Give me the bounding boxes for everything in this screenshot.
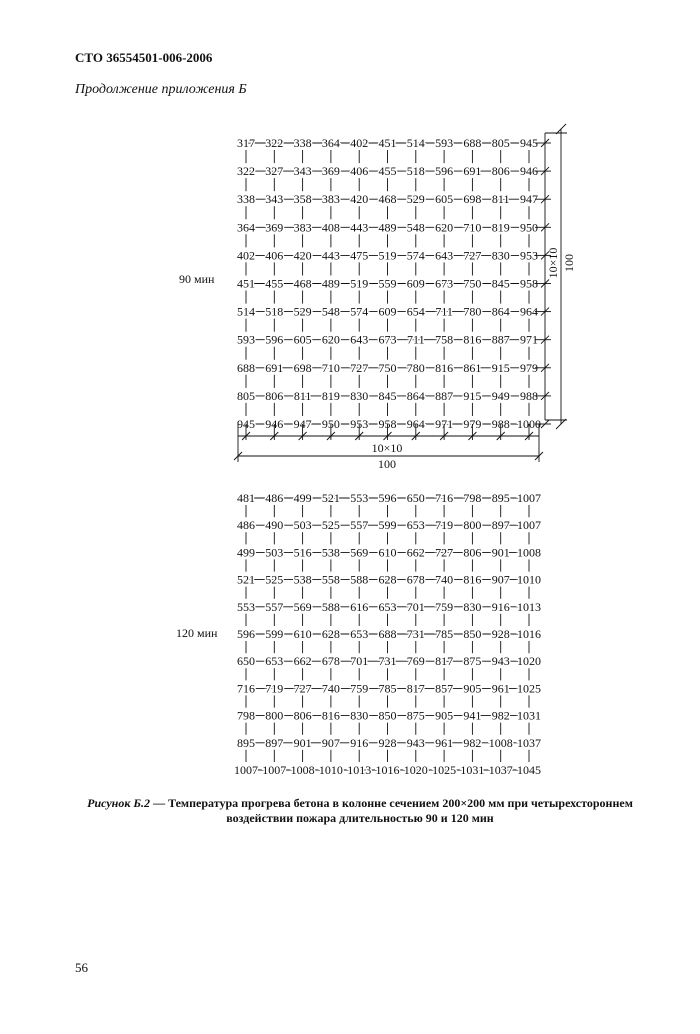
grid-90-temperature-value: 711 (435, 304, 453, 319)
grid-90-temperature-value: 710 (463, 220, 482, 235)
grid-90-temperature-value: 698 (293, 360, 312, 375)
grid-90-temperature-value: 988 (491, 417, 510, 431)
grid-90-temperature-value: 950 (520, 220, 538, 235)
grid-90-temperature-value: 529 (293, 304, 312, 319)
grid-120-temperature-value: 785 (435, 627, 454, 641)
document-code: СТО 36554501-006-2006 (75, 50, 213, 65)
grid-120-temperature-value: 830 (463, 599, 482, 614)
grid-90-temperature-value: 406 (350, 164, 369, 179)
grid-120-temperature-value: 521 (237, 572, 255, 587)
grid-90-temperature-value: 620 (321, 332, 340, 347)
grid-120-temperature-value: 553 (350, 491, 369, 505)
grid-120-temperature-value: 678 (321, 654, 340, 669)
grid-120-temperature-value: 653 (406, 518, 425, 533)
grid-120-temperature-value: 553 (237, 599, 255, 614)
grid-90-temperature-value: 596 (435, 164, 454, 179)
grid-120-temperature-value: 521 (321, 491, 340, 505)
figure-caption (80, 796, 640, 826)
grid-120-temperature-value: 1045 (517, 763, 541, 777)
grid-120-temperature-value: 759 (350, 681, 369, 696)
grid-120-temperature-value: 806 (463, 545, 482, 560)
grid-120-temperature-value: 982 (463, 735, 482, 750)
grid-90-temperature-value: 950 (321, 417, 340, 431)
grid-120-temperature-value: 1031 (517, 708, 541, 723)
grid-90-temperature-value: 548 (321, 304, 340, 319)
grid-120-temperature-value: 599 (378, 518, 397, 533)
grid-120-temperature-value: 817 (435, 654, 454, 669)
grid-120-temperature-value: 653 (378, 599, 397, 614)
grid-90-temperature-value: 750 (378, 360, 397, 375)
grid-90-temperature-value: 420 (350, 192, 369, 207)
grid-120-temperature-value: 557 (265, 599, 284, 614)
grid-90-temperature-value: 529 (406, 192, 425, 207)
grid-120-temperature-value: 731 (406, 627, 425, 641)
grid-90-temperature-value: 964 (520, 304, 538, 319)
grid-90-temperature-value: 947 (293, 417, 312, 431)
grid-120-temperature-value: 610 (293, 627, 312, 641)
grid-90-temperature-value: 343 (265, 192, 284, 207)
grid-90-temperature-value: 519 (350, 276, 369, 291)
grid-120-temperature-value: 1020 (517, 654, 541, 669)
grid-90-temperature-value: 574 (350, 304, 369, 319)
grid-90-temperature-value: 327 (265, 164, 284, 179)
grid-120-temperature-value: 1008 (488, 735, 513, 750)
grid-120-temperature-value: 701 (406, 599, 425, 614)
grid-90-temperature-value: 691 (463, 164, 482, 179)
grid-120-temperature-value: 806 (293, 708, 312, 723)
grid-120-temperature-value: 599 (265, 627, 284, 641)
grid-120-temperature-value: 961 (435, 735, 454, 750)
grid-90-temperature-value: 845 (491, 276, 510, 291)
grid-120-temperature-value: 850 (378, 708, 397, 723)
grid-120-temperature-value: 941 (463, 708, 482, 723)
grid-120-temperature-value: 1007 (262, 763, 287, 777)
grid-90-temperature-value: 830 (491, 248, 510, 263)
grid-120-temperature-value: 897 (491, 518, 510, 533)
grid-90-temperature-value: 750 (463, 276, 482, 291)
grid-90-temperature-value: 805 (491, 136, 510, 150)
grid-120-temperature-value: 740 (435, 572, 454, 587)
grid-90-temperature-value: 489 (321, 276, 340, 291)
grid-120-temperature-value: 688 (378, 627, 397, 641)
grid-90-temperature-value: 953 (350, 417, 369, 431)
grid-120-temperature-value: 716 (435, 491, 454, 505)
grid-90-temperature-value: 596 (265, 332, 284, 347)
grid-120-temperature-value: 499 (293, 491, 312, 505)
grid-120-temperature-value: 727 (293, 681, 312, 696)
grid-120-temperature-value: 486 (265, 491, 284, 505)
grid-90-temperature-value: 443 (350, 220, 369, 235)
grid-90-temperature-value: 964 (406, 417, 425, 431)
grid-120-temperature-value: 1031 (460, 763, 485, 777)
grid-120-temperature-value: 905 (435, 708, 454, 723)
grid-90-temperature-value: 643 (350, 332, 369, 347)
grid-120-temperature-value: 1016 (517, 627, 541, 641)
grid-120-temperature-value: 701 (350, 654, 369, 669)
grid-120-temperature-value: 481 (237, 491, 255, 505)
grid-90-temperature-value: 971 (520, 332, 538, 347)
grid-90-temperature-value: 468 (378, 192, 397, 207)
grid-90-temperature-value: 402 (350, 136, 369, 150)
grid-90-temperature-value: 864 (491, 304, 510, 319)
grid-90-temperature-value: 338 (293, 136, 312, 150)
grid-120-temperature-value: 628 (321, 627, 340, 641)
grid-90-temperature-value: 945 (520, 136, 538, 150)
grid-90-temperature-value: 518 (265, 304, 284, 319)
grid-120-temperature-value: 1020 (403, 763, 428, 777)
grid-120-temperature-value: 1037 (488, 763, 513, 777)
grid-90-temperature-value: 609 (378, 304, 397, 319)
grid-90-temperature-value: 864 (406, 388, 425, 403)
grid-90-temperature-value: 364 (237, 220, 255, 235)
grid-90-temperature-value: 819 (491, 220, 510, 235)
grid-120-temperature-value: 875 (406, 708, 425, 723)
grid-90-temperature-value: 673 (435, 276, 454, 291)
grid-120-temperature-value: 716 (237, 681, 255, 696)
grid-120-temperature-value: 596 (378, 491, 397, 505)
grid-120-temperature-value: 1008 (517, 545, 541, 560)
caption-dash: — (150, 796, 169, 810)
grid-120-temperature-value: 907 (321, 735, 340, 750)
grid-120-temperature-value: 486 (237, 518, 255, 533)
grid-120-temperature-value: 727 (435, 545, 454, 560)
grid-120-temperature-value: 875 (463, 654, 482, 669)
grid-90-temperature-value: 519 (378, 248, 397, 263)
grid-90-temperature-value: 988 (520, 388, 538, 403)
grid-90-temperature-value: 979 (463, 417, 482, 431)
grid-120-temperature-value: 1025 (432, 763, 457, 777)
grid-120-temperature-value: 1007 (517, 491, 541, 505)
grid-90-temperature-value: 402 (237, 248, 255, 263)
grid-90-temperature-value: 806 (265, 388, 284, 403)
grid-90-temperature-value: 816 (463, 332, 482, 347)
grid-90-temperature-value: 605 (435, 192, 454, 207)
grid-120-temperature-value: 916 (350, 735, 369, 750)
grid-120-temperature-value: 538 (321, 545, 340, 560)
grid-90-temperature-value: 811 (491, 192, 510, 207)
grid-90-temperature-value: 971 (435, 417, 454, 431)
grid-120-temperature-value: 830 (350, 708, 369, 723)
grid-90-temperature-value: 758 (435, 332, 454, 347)
grid-90-temperature-value: 958 (378, 417, 397, 431)
grid-90-temperature-value: 475 (350, 248, 369, 263)
grid-120-temperature-value: 503 (265, 545, 284, 560)
grid-90-temperature-value: 420 (293, 248, 312, 263)
grid-90-temperature-value: 727 (350, 360, 369, 375)
grid-90-temperature-value: 780 (406, 360, 425, 375)
grid-90-temperature-value: 949 (491, 388, 510, 403)
grid-90-temperature-value: 806 (491, 164, 510, 179)
grid-120-temperature-value: 557 (350, 518, 369, 533)
grid-90-temperature-value: 1000 (517, 417, 541, 431)
grid-90-temperature-value: 861 (463, 360, 482, 375)
grid-90-temperature-value: 593 (237, 332, 255, 347)
grid-120-temperature-value: 895 (491, 491, 510, 505)
grid-90-temperature-value: 489 (378, 220, 397, 235)
grid-120-temperature-value: 740 (321, 681, 340, 696)
grid-120-temperature-value: 596 (237, 627, 255, 641)
grid-90-temperature-value: 620 (435, 220, 454, 235)
grid-120-label: 120 мин (176, 626, 218, 640)
grid-120-temperature-value: 769 (406, 654, 425, 669)
grid-120-temperature-value: 1007 (234, 763, 258, 777)
grid-120-temperature-value: 653 (265, 654, 284, 669)
grid-90-temperature-value: 455 (378, 164, 397, 179)
grid-90-temperature-value: 887 (491, 332, 510, 347)
grid-120-temperature-value: 569 (350, 545, 369, 560)
grid-120-temperature-value: 982 (491, 708, 510, 723)
grid-90-temperature-value: 946 (520, 164, 538, 179)
grid-90-temperature-value: 451 (378, 136, 397, 150)
appendix-continuation: Продолжение приложения Б (75, 82, 247, 97)
grid-90-temperature-value: 574 (406, 248, 425, 263)
grid-120-temperature-value: 569 (293, 599, 312, 614)
caption-text: Температура прогрева бетона в колонне сечением 200×200 мм при четырехстороннем воздействии пожара длительностью 90 и 120 мин (168, 796, 633, 825)
grid-120-temperature-value: 588 (350, 572, 369, 587)
grid-90-temperature-value: 698 (463, 192, 482, 207)
grid-90-temperature-value: 383 (321, 192, 340, 207)
grid-90-temperature-value: 559 (378, 276, 397, 291)
grid-120-temperature-value: 816 (321, 708, 340, 723)
grid-90-temperature-value: 887 (435, 388, 454, 403)
grid-90-temperature-value: 915 (491, 360, 510, 375)
grid-90-temperature-value: 455 (265, 276, 284, 291)
dimension-label-vertical-total: 100 (562, 254, 576, 272)
grid-90-temperature-value: 819 (321, 388, 340, 403)
grid-90-temperature-value: 688 (237, 360, 255, 375)
grid-120-temperature-value: 650 (237, 654, 255, 669)
grid-120-temperature-value: 798 (237, 708, 255, 723)
grid-120-temperature-value: 610 (378, 545, 397, 560)
dimension-label-vertical-step: 10×10 (546, 247, 560, 279)
grid-120-temperature-value: 525 (321, 518, 340, 533)
figure-reference: Рисунок Б.2 (87, 796, 151, 810)
grid-90-temperature-value: 322 (265, 136, 284, 150)
grid-90-temperature-value: 953 (520, 248, 538, 263)
grid-120-temperature-value: 817 (406, 681, 425, 696)
grid-90-temperature-value: 711 (407, 332, 425, 347)
grid-90-temperature-value: 811 (293, 388, 312, 403)
grid-120-temperature-value: 628 (378, 572, 397, 587)
grid-90-temperature-value: 710 (321, 360, 340, 375)
grid-120-temperature-value: 800 (463, 518, 482, 533)
grid-120-temperature-value: 943 (406, 735, 425, 750)
grid-120-temperature-value: 857 (435, 681, 454, 696)
grid-120-temperature-value: 928 (378, 735, 397, 750)
dimension-label-horizontal-total: 100 (378, 457, 396, 471)
grid-120-temperature-value: 616 (350, 599, 369, 614)
grid-120-temperature-value: 798 (463, 491, 482, 505)
grid-120-temperature-value: 816 (463, 572, 482, 587)
grid-90-temperature-value: 322 (237, 164, 255, 179)
grid-90-temperature-value: 406 (265, 248, 284, 263)
grid-90-temperature-value: 369 (265, 220, 284, 235)
grid-90-temperature-value: 691 (265, 360, 284, 375)
grid-90-temperature-value: 369 (321, 164, 340, 179)
grid-120-temperature-value: 800 (265, 708, 284, 723)
grid-90-temperature-value: 343 (293, 164, 312, 179)
grid-90-temperature-value: 780 (463, 304, 482, 319)
grid-90-temperature-value: 654 (406, 304, 425, 319)
grid-90-temperature-value: 518 (406, 164, 425, 179)
grid-120-temperature-value: 653 (350, 627, 369, 641)
grid-90-temperature-value: 358 (293, 192, 312, 207)
grid-120-temperature-value: 678 (406, 572, 425, 587)
grid-90-temperature-value: 609 (406, 276, 425, 291)
dimension-label-horizontal-step: 10×10 (371, 441, 403, 455)
grid-90-temperature-value: 514 (237, 304, 255, 319)
grid-90-temperature-value: 688 (463, 136, 482, 150)
grid-120-temperature-value: 901 (293, 735, 312, 750)
grid-120-temperature-value: 538 (293, 572, 312, 587)
grid-120-temperature-value: 961 (491, 681, 510, 696)
grid-120-temperature-value: 943 (491, 654, 510, 669)
grid-120-temperature-value: 907 (491, 572, 510, 587)
grid-120-temperature-value: 1010 (517, 572, 541, 587)
grid-120-temperature-value: 1007 (517, 518, 541, 533)
grid-120-temperature-value: 759 (435, 599, 454, 614)
grid-120-temperature-value: 901 (491, 545, 510, 560)
grid-90-temperature-value: 364 (321, 136, 340, 150)
grid-90-temperature-value: 317 (237, 136, 255, 150)
grid-120-temperature-value: 499 (237, 545, 255, 560)
grid-90-temperature-value: 383 (293, 220, 312, 235)
grid-120-temperature-value: 1037 (517, 735, 541, 750)
grid-90-temperature-value: 468 (293, 276, 312, 291)
grid-90-temperature-value: 673 (378, 332, 397, 347)
grid-120-temperature-value: 1025 (517, 681, 541, 696)
grid-90-temperature-value: 915 (463, 388, 482, 403)
grid-90-temperature-value: 947 (520, 192, 538, 207)
grid-120-temperature-value: 850 (463, 627, 482, 641)
grid-120-temperature-value: 662 (406, 545, 425, 560)
grid-90-temperature-value: 338 (237, 192, 255, 207)
grid-90-temperature-value: 946 (265, 417, 284, 431)
grid-120-temperature-value: 897 (265, 735, 284, 750)
grid-120-temperature-value: 731 (378, 654, 397, 669)
grid-120-temperature-value: 662 (293, 654, 312, 669)
grid-90-temperature-value: 845 (378, 388, 397, 403)
grid-90-temperature-value: 830 (350, 388, 369, 403)
grid-90-temperature-value: 816 (435, 360, 454, 375)
grid-120-temperature-value: 928 (491, 627, 510, 641)
grid-90-temperature-value: 727 (463, 248, 482, 263)
page-number: 56 (75, 960, 88, 975)
grid-120-temperature-value: 785 (378, 681, 397, 696)
grid-120-temperature-value: 650 (406, 491, 425, 505)
grid-90-temperature-value: 593 (435, 136, 454, 150)
grid-90-temperature-value: 408 (321, 220, 340, 235)
grid-120-temperature-value: 503 (293, 518, 312, 533)
grid-120-temperature-value: 916 (491, 599, 510, 614)
grid-120-temperature-value: 1013 (517, 599, 541, 614)
grid-120-temperature-value: 525 (265, 572, 284, 587)
grid-90-temperature-value: 979 (520, 360, 538, 375)
grid-90-temperature-value: 643 (435, 248, 454, 263)
grid-120-temperature-value: 1010 (318, 763, 343, 777)
grid-90-temperature-value: 805 (237, 388, 255, 403)
grid-120-temperature-value: 1008 (290, 763, 315, 777)
grid-90-temperature-value: 605 (293, 332, 312, 347)
grid-120-temperature-value: 588 (321, 599, 340, 614)
grid-120-temperature-value: 558 (321, 572, 340, 587)
grid-90-temperature-value: 451 (237, 276, 255, 291)
grid-120-temperature-value: 1016 (375, 763, 400, 777)
grid-120-temperature-value: 516 (293, 545, 312, 560)
grid-90-temperature-value: 548 (406, 220, 425, 235)
grid-120-temperature-value: 719 (435, 518, 454, 533)
grid-90-temperature-value: 514 (406, 136, 425, 150)
grid-120-temperature-value: 490 (265, 518, 284, 533)
grid-90-temperature-value: 443 (321, 248, 340, 263)
grid-120-temperature-value: 1013 (347, 763, 372, 777)
grid-120-temperature-value: 719 (265, 681, 284, 696)
grid-120-temperature-value: 895 (237, 735, 255, 750)
grid-90-temperature-value: 945 (237, 417, 255, 431)
grid-120-temperature-value: 905 (463, 681, 482, 696)
grid-90-temperature-value: 958 (520, 276, 538, 291)
grid-90-label: 90 мин (179, 272, 215, 286)
